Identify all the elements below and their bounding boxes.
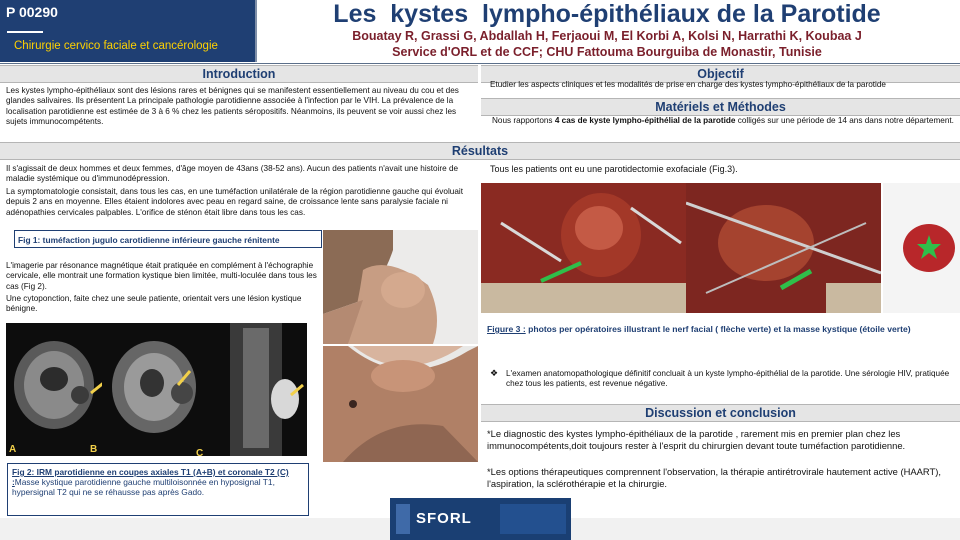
fig2-caption-text: Masse kystique parotidienne gauche multiloisonnée en hyposignal T1, hypersignal T2 qui ne se réhausse pas après Gado. (12, 477, 275, 497)
objectif-heading: Objectif (481, 65, 960, 83)
mri-image-c (205, 323, 307, 456)
sforl-logo (390, 498, 571, 540)
diamond-bullet-icon: ❖ (490, 368, 499, 378)
resultats-para1: Il s'agissait de deux hommes et deux femmes, d'âge moyen de 43ans (38-52 ans). Aucun des patients n'avait une histoire de maladie systémique ou d'immunodépression. (6, 164, 459, 184)
poster-title: Les kystes lympho-épithéliaux de la Parotide (333, 0, 881, 28)
methodes-text-highlight: 4 cas de kyste lympho-épithélial de la parotide (554, 116, 736, 125)
header-subtitle: Chirurgie cervico faciale et cancérologie (14, 40, 218, 52)
header-rule (0, 63, 960, 64)
discussion-heading: Discussion et conclusion (481, 404, 960, 422)
objectif-text: Etudier les aspects cliniques et les modalités de prise en charge des kystes lympho-épithéliaux de la parotide (490, 80, 886, 89)
methodes-text-a: Nous rapportons (492, 116, 555, 125)
fig2-caption (7, 463, 309, 516)
mri-label-b: B (90, 444, 98, 455)
methodes-text (492, 116, 954, 126)
neck-photo-lateral (323, 230, 478, 344)
authors: Bouatay R, Grassi G, Abdallah H, Ferjaoui M, El Korbi A, Kolsi N, Harrathi K, Koubaa J (352, 29, 862, 43)
introduction-heading: Introduction (0, 65, 478, 83)
fig3-caption-text: photos per opératoires illustrant le nerf facial ( flèche verte) et la masse kystique (étoile verte) (525, 324, 911, 334)
surgical-photo-cyst (883, 183, 960, 313)
surgical-photo-1 (481, 183, 686, 313)
methodes-text-c: colligés sur une période de 14 ans dans notre département. (735, 116, 954, 125)
resultats-heading: Résultats (0, 142, 960, 160)
mri-label-c: C (196, 448, 204, 459)
cytoponction-text: Une cytoponction, faite chez une seule patiente, orientait vers une lésion kystique bénigne. (6, 294, 302, 314)
mri-label-a: A (9, 444, 17, 455)
affiliation: Service d'ORL et de CCF; CHU Fattouma Bourguiba de Monastir, Tunisie (392, 45, 822, 59)
fig3-caption (487, 324, 957, 334)
anapath-text: L'examen anatomopathologique définitif concluait à un kyste lympho-épithélial de la parotide. Une sérologie HIV, pratiquée chez tous les patients, est revenue négative. (506, 369, 950, 389)
sforl-logo-text: SFORL (416, 510, 472, 527)
discussion-para2: *Les options thérapeutiques comprennent l'observation, la thérapie antirétrovirale hautement active (HAART), l'aspiration, la sclérothérapie et la chirurgie. (487, 466, 941, 489)
methodes-heading: Matériels et Méthodes (481, 98, 960, 116)
parotidectomy-text: Tous les patients ont eu une parotidectomie exofaciale (Fig.3). (490, 164, 738, 174)
fig2-caption-title: Fig 2: IRM parotidienne en coupes axiales T1 (A+B) et coronale T2 (C) : (12, 467, 289, 487)
introduction-text: Les kystes lympho-épithéliaux sont des lésions rares et bénignes qui se manifestent essentiellement au niveau du cou et des glandes salivaires. Ils présentent La principale pathologie parotidienne associée à l'infection par le VIH. La prévalence de la localisation parotidienne est estimée de 3 à 6 % chez les patients séropositifs. Néanmoins, ils peuvent se voir aussi chez les sujets immunocompétents. (6, 86, 459, 126)
fig3-caption-title: Figure 3 : (487, 324, 526, 334)
mri-image-b (102, 323, 205, 456)
discussion-para1: *Le diagnostic des kystes lympho-épithéliaux de la parotide , rarement mis en premier plan chez les immunocompétents,doit toujours rester à l'esprit du chirurgien devant toute tuméfaction parotidienne. (487, 428, 906, 451)
poster-id: P 00290 (6, 4, 58, 20)
mri-text: L'imagerie par résonance magnétique était pratiquée en complément à l'échographie cervicale, elle montrait une formation kystique bien limitée, multi-loculée dans tous les cas (Fig 2). (6, 261, 317, 291)
mri-image-a (6, 323, 102, 456)
header-divider (7, 31, 43, 33)
fig1-caption: Fig 1: tuméfaction jugulo carotidienne inférieure gauche rénitente (14, 230, 322, 248)
neck-photo-front (323, 346, 478, 462)
surgical-photo-2 (686, 183, 881, 313)
resultats-para2: La symptomatologie consistait, dans tous les cas, en une tuméfaction unilatérale de la région parotidienne gauche qui évoluait depuis 2 ans en moyenne. Elles étaient indolores avec peau en regard saine, de croissance lente sans paralysie faciale ni adénopathies cervicales palpables. L'orifice de sténon était libre dans tous les cas. (6, 187, 463, 217)
